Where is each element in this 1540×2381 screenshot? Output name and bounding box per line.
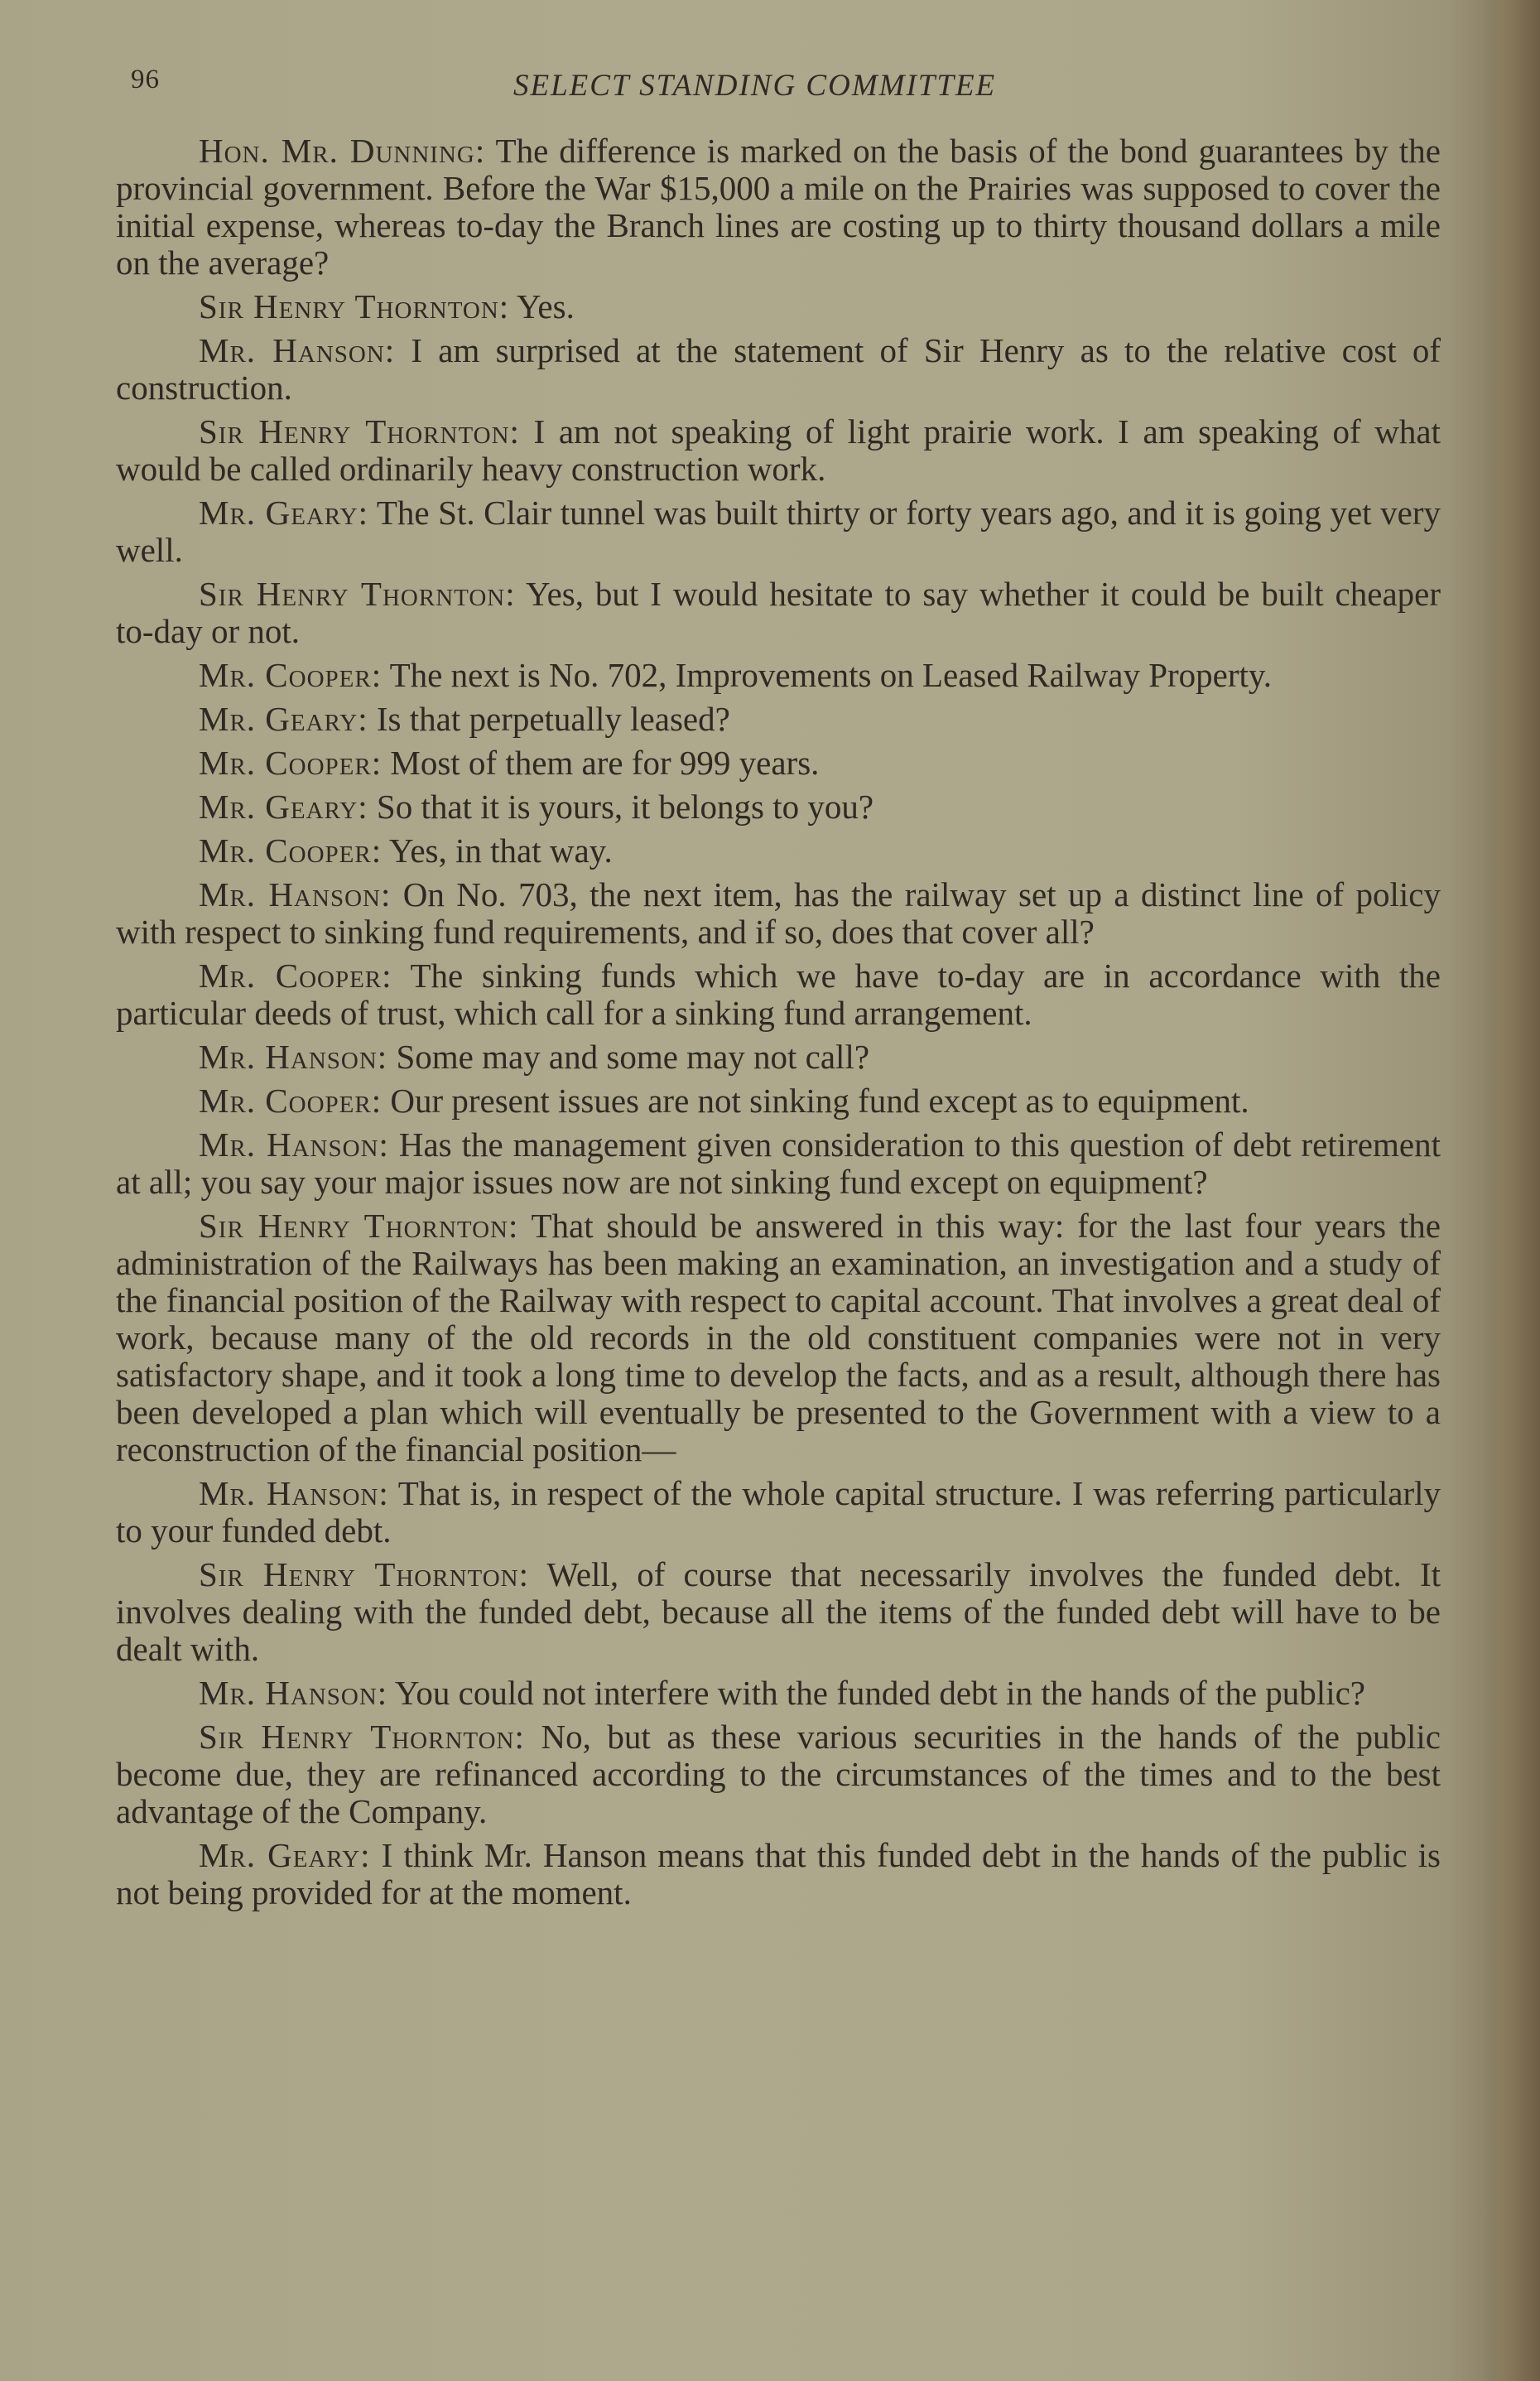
speech-text: That should be answered in this way: for the last four years the administration of the Railways has been making an examination, an investigation and a study of the financial position of the Railway with respect to capital account. That involves a great deal of work, because many of the old records in the old constituent companies were not in very satisfactory shape, and it took a long time to develop the facts, and as a result, although there has been developed a plan which will eventually be presented to the Government with a view to a reconstruction of the financial position—: [116, 1207, 1441, 1468]
speaker-name: Mr. Cooper:: [199, 1082, 383, 1120]
transcript-paragraph: [116, 657, 1441, 694]
speech-text: Some may and some may not call?: [387, 1038, 870, 1076]
speaker-name: Mr. Hanson:: [199, 1474, 389, 1512]
speaker-name: Mr. Geary:: [199, 494, 368, 532]
speech-text: Our present issues are not sinking fund except as to equipment.: [382, 1082, 1249, 1120]
speech-text: Yes.: [509, 287, 575, 325]
transcript-paragraph: [116, 1475, 1441, 1550]
transcript-paragraph: [116, 957, 1441, 1032]
speaker-name: Sir Henry Thornton:: [199, 1718, 525, 1756]
speaker-name: Sir Henry Thornton:: [199, 1555, 530, 1593]
speech-text: That is, in respect of the whole capital structure. I was referring particularly to your funded debt.: [116, 1474, 1441, 1550]
speaker-name: Mr. Cooper:: [199, 744, 383, 782]
page-number: 96: [131, 65, 160, 94]
speech-text: Yes, but I would hesitate to say whether it could be built cheaper to-day or not.: [116, 575, 1441, 650]
speech-text: Yes, in that way.: [382, 831, 613, 870]
speech-text: Is that perpetually leased?: [368, 700, 730, 738]
speaker-name: Mr. Hanson:: [199, 1038, 388, 1076]
speaker-name: Mr. Geary:: [199, 1836, 371, 1874]
transcript-paragraph: [116, 413, 1441, 488]
speaker-name: Hon. Mr. Dunning:: [199, 132, 486, 170]
speech-text: The next is No. 702, Improvements on Leased Railway Property.: [382, 656, 1272, 694]
speech-text: Has the management given consideration to this question of debt retirement at all; you say your major issues now are not sinking fund except on equipment?: [116, 1125, 1441, 1201]
speech-text: You could not interfere with the funded debt in the hands of the public?: [387, 1674, 1365, 1712]
speaker-name: Sir Henry Thornton:: [199, 1207, 519, 1245]
transcript-paragraph: [116, 1556, 1441, 1668]
speech-text: On No. 703, the next item, has the railway set up a distinct line of policy with respect to sinking fund requirements, and if so, does that cover all?: [116, 875, 1441, 951]
page-binding-edge: [1482, 0, 1540, 2381]
transcript-paragraph: [116, 1718, 1441, 1830]
speech-text: The sinking funds which we have to-day are in accordance with the particular deeds of trust, which call for a sinking fund arrangement.: [116, 957, 1441, 1032]
transcript-paragraph: [116, 332, 1441, 407]
transcript-paragraph: [116, 288, 1441, 325]
speaker-name: Mr. Hanson:: [199, 1674, 388, 1712]
speech-text: I think Mr. Hanson means that this funded debt in the hands of the public is not being provided for at the moment.: [116, 1836, 1441, 1911]
speaker-name: Mr. Cooper:: [199, 831, 383, 870]
transcript-paragraph: [116, 494, 1441, 569]
transcript-paragraph: [116, 576, 1441, 650]
speech-text: So that it is yours, it belongs to you?: [368, 788, 874, 826]
transcript-paragraph: [116, 701, 1441, 738]
page-header: [0, 65, 1540, 114]
transcript-paragraph: [116, 1082, 1441, 1120]
speaker-name: Mr. Cooper:: [199, 957, 392, 995]
transcript-paragraph: [116, 133, 1441, 282]
speaker-name: Sir Henry Thornton:: [199, 575, 516, 613]
speech-text: The difference is marked on the basis of the bond guarantees by the provincial government. Before the War $15,000 a mile on the Prairies was supposed to cover the initial expense, whereas to-day the Branch lines are costing up to thirty thousand dollars a mile on the average?: [116, 132, 1441, 282]
transcript-body: [116, 133, 1441, 1918]
transcript-paragraph: [116, 832, 1441, 870]
speech-text: No, but as these various securities in the hands of the public become due, they are refinanced according to the circumstances of the times and to the best advantage of the Company.: [116, 1718, 1441, 1830]
speaker-name: Mr. Hanson:: [199, 331, 396, 369]
speech-text: I am not speaking of light prairie work. I am speaking of what would be called ordinarily heavy construction work.: [116, 412, 1441, 488]
speaker-name: Mr. Hanson:: [199, 875, 392, 913]
speaker-name: Sir Henry Thornton:: [199, 412, 520, 451]
speaker-name: Mr. Hanson:: [199, 1125, 389, 1164]
running-title: SELECT STANDING COMMITTEE: [513, 69, 997, 103]
speech-text: I am surprised at the statement of Sir Henry as to the relative cost of construction.: [116, 331, 1441, 407]
speaker-name: Mr. Geary:: [199, 700, 368, 738]
transcript-paragraph: [116, 788, 1441, 826]
speech-text: Well, of course that necessarily involves the funded debt. It involves dealing with the funded debt, because all the items of the funded debt will have to be dealt with.: [116, 1555, 1441, 1668]
transcript-paragraph: [116, 1837, 1441, 1911]
transcript-paragraph: [116, 1126, 1441, 1201]
speech-text: The St. Clair tunnel was built thirty or forty years ago, and it is going yet very well.: [116, 494, 1441, 569]
transcript-paragraph: [116, 1039, 1441, 1076]
speaker-name: Sir Henry Thornton:: [199, 287, 510, 325]
speaker-name: Mr. Cooper:: [199, 656, 383, 694]
transcript-paragraph: [116, 745, 1441, 782]
speech-text: Most of them are for 999 years.: [382, 744, 820, 782]
speaker-name: Mr. Geary:: [199, 788, 368, 826]
transcript-paragraph: [116, 1675, 1441, 1712]
transcript-paragraph: [116, 1207, 1441, 1468]
transcript-paragraph: [116, 876, 1441, 951]
